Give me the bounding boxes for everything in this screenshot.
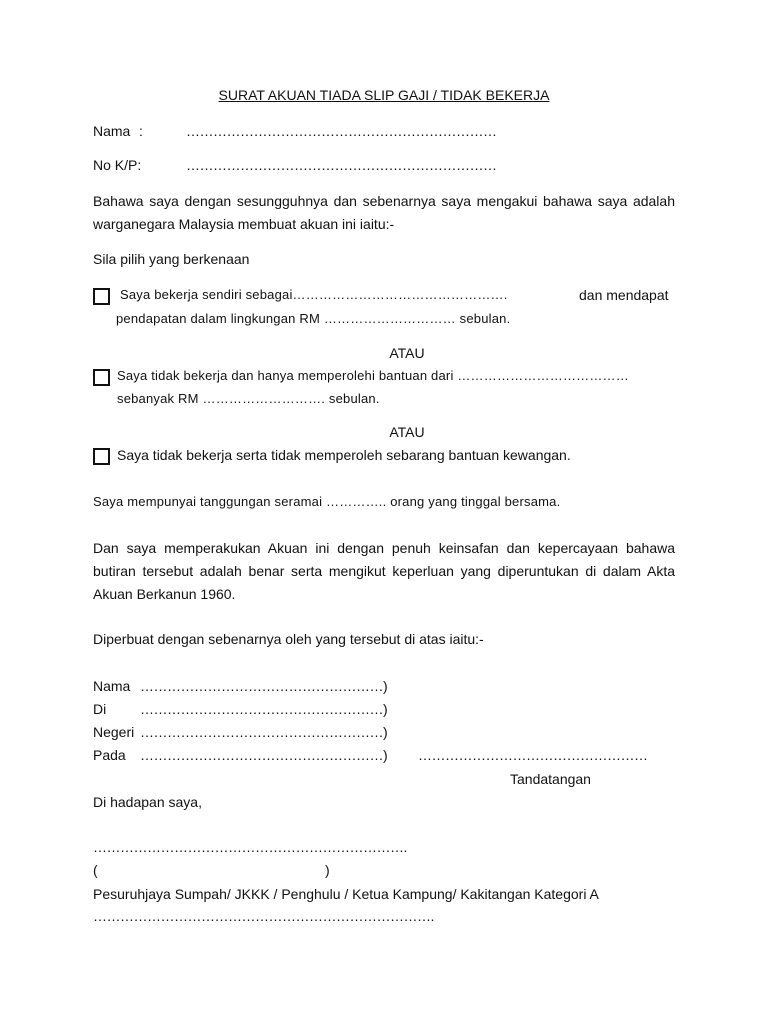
option2-checkbox[interactable] <box>93 369 110 386</box>
made-by-text: Diperbuat dengan sebenarnya oleh yang tersebut di atas iaitu:- <box>93 631 484 647</box>
option1-line1: Saya bekerja sendiri sebagai…………………………………………. <box>120 287 508 302</box>
sign-di-dots: ………………………………………………) <box>140 701 388 717</box>
sign-di-label: Di <box>93 701 107 717</box>
signature-label: Tandatangan <box>510 771 591 787</box>
witness-title: Pesuruhjaya Sumpah/ JKKK / Penghulu / Ketua Kampung/ Kakitangan Kategori A <box>93 886 599 902</box>
option2-line2: sebanyak RM ………………………. sebulan. <box>117 391 380 406</box>
option1-line1-right: dan mendapat <box>579 287 669 303</box>
declaration-paragraph: Dan saya memperakukan Akuan ini dengan penuh keinsafan dan kepercayaan bahawa butiran tersebut adalah benar serta mengikut keperluan yang diperuntukan di dalam Akta Akuan Berkanun 1960. <box>93 540 675 602</box>
nama-label: Nama <box>93 123 131 139</box>
option3-checkbox[interactable] <box>93 448 110 465</box>
nokp-label: No K/P: <box>93 157 142 173</box>
option2-line1: Saya tidak bekerja dan hanya memperolehi bantuan dari ………………………………… <box>117 368 629 383</box>
instruction-text: Sila pilih yang berkenaan <box>93 251 250 267</box>
option3-text: Saya tidak bekerja serta tidak memperoleh sebarang bantuan kewangan. <box>117 447 571 463</box>
atau-2: ATAU <box>389 424 425 440</box>
sign-negeri-label: Negeri <box>93 724 135 740</box>
witness-label: Di hadapan saya, <box>93 794 202 810</box>
intro-paragraph: Bahawa saya dengan sesungguhnya dan sebenarnya saya mengakui bahawa saya adalah warganegara Malaysia membuat akuan ini iaitu:- <box>93 193 675 232</box>
signature-dots: …………………………………………… <box>418 747 648 763</box>
option1-checkbox[interactable] <box>93 288 110 305</box>
witness-paren-open: ( <box>93 862 98 878</box>
sign-nama-dots: ………………………………………………) <box>140 678 388 694</box>
witness-bottom-dots: …………………………………………………………………. <box>93 908 434 924</box>
nokp-dots: …………………………………………………………… <box>186 157 497 173</box>
atau-1: ATAU <box>389 345 425 361</box>
dependents-text: Saya mempunyai tanggungan seramai ………….. orang yang tinggal bersama. <box>93 494 561 509</box>
nama-dots: …………………………………………………………… <box>186 123 497 139</box>
sign-pada-dots: ………………………………………………) <box>140 747 388 763</box>
witness-paren-close: ) <box>325 862 330 878</box>
document-title: SURAT AKUAN TIADA SLIP GAJI / TIDAK BEKERJA <box>218 87 550 103</box>
sign-negeri-dots: ………………………………………………) <box>140 724 388 740</box>
option1-line2: pendapatan dalam lingkungan RM ………………………… sebulan. <box>116 311 511 326</box>
sign-nama-label: Nama <box>93 678 131 694</box>
witness-dots: ……………………………………………………………. <box>93 839 407 855</box>
nama-colon: : <box>139 123 143 139</box>
sign-pada-label: Pada <box>93 747 126 763</box>
